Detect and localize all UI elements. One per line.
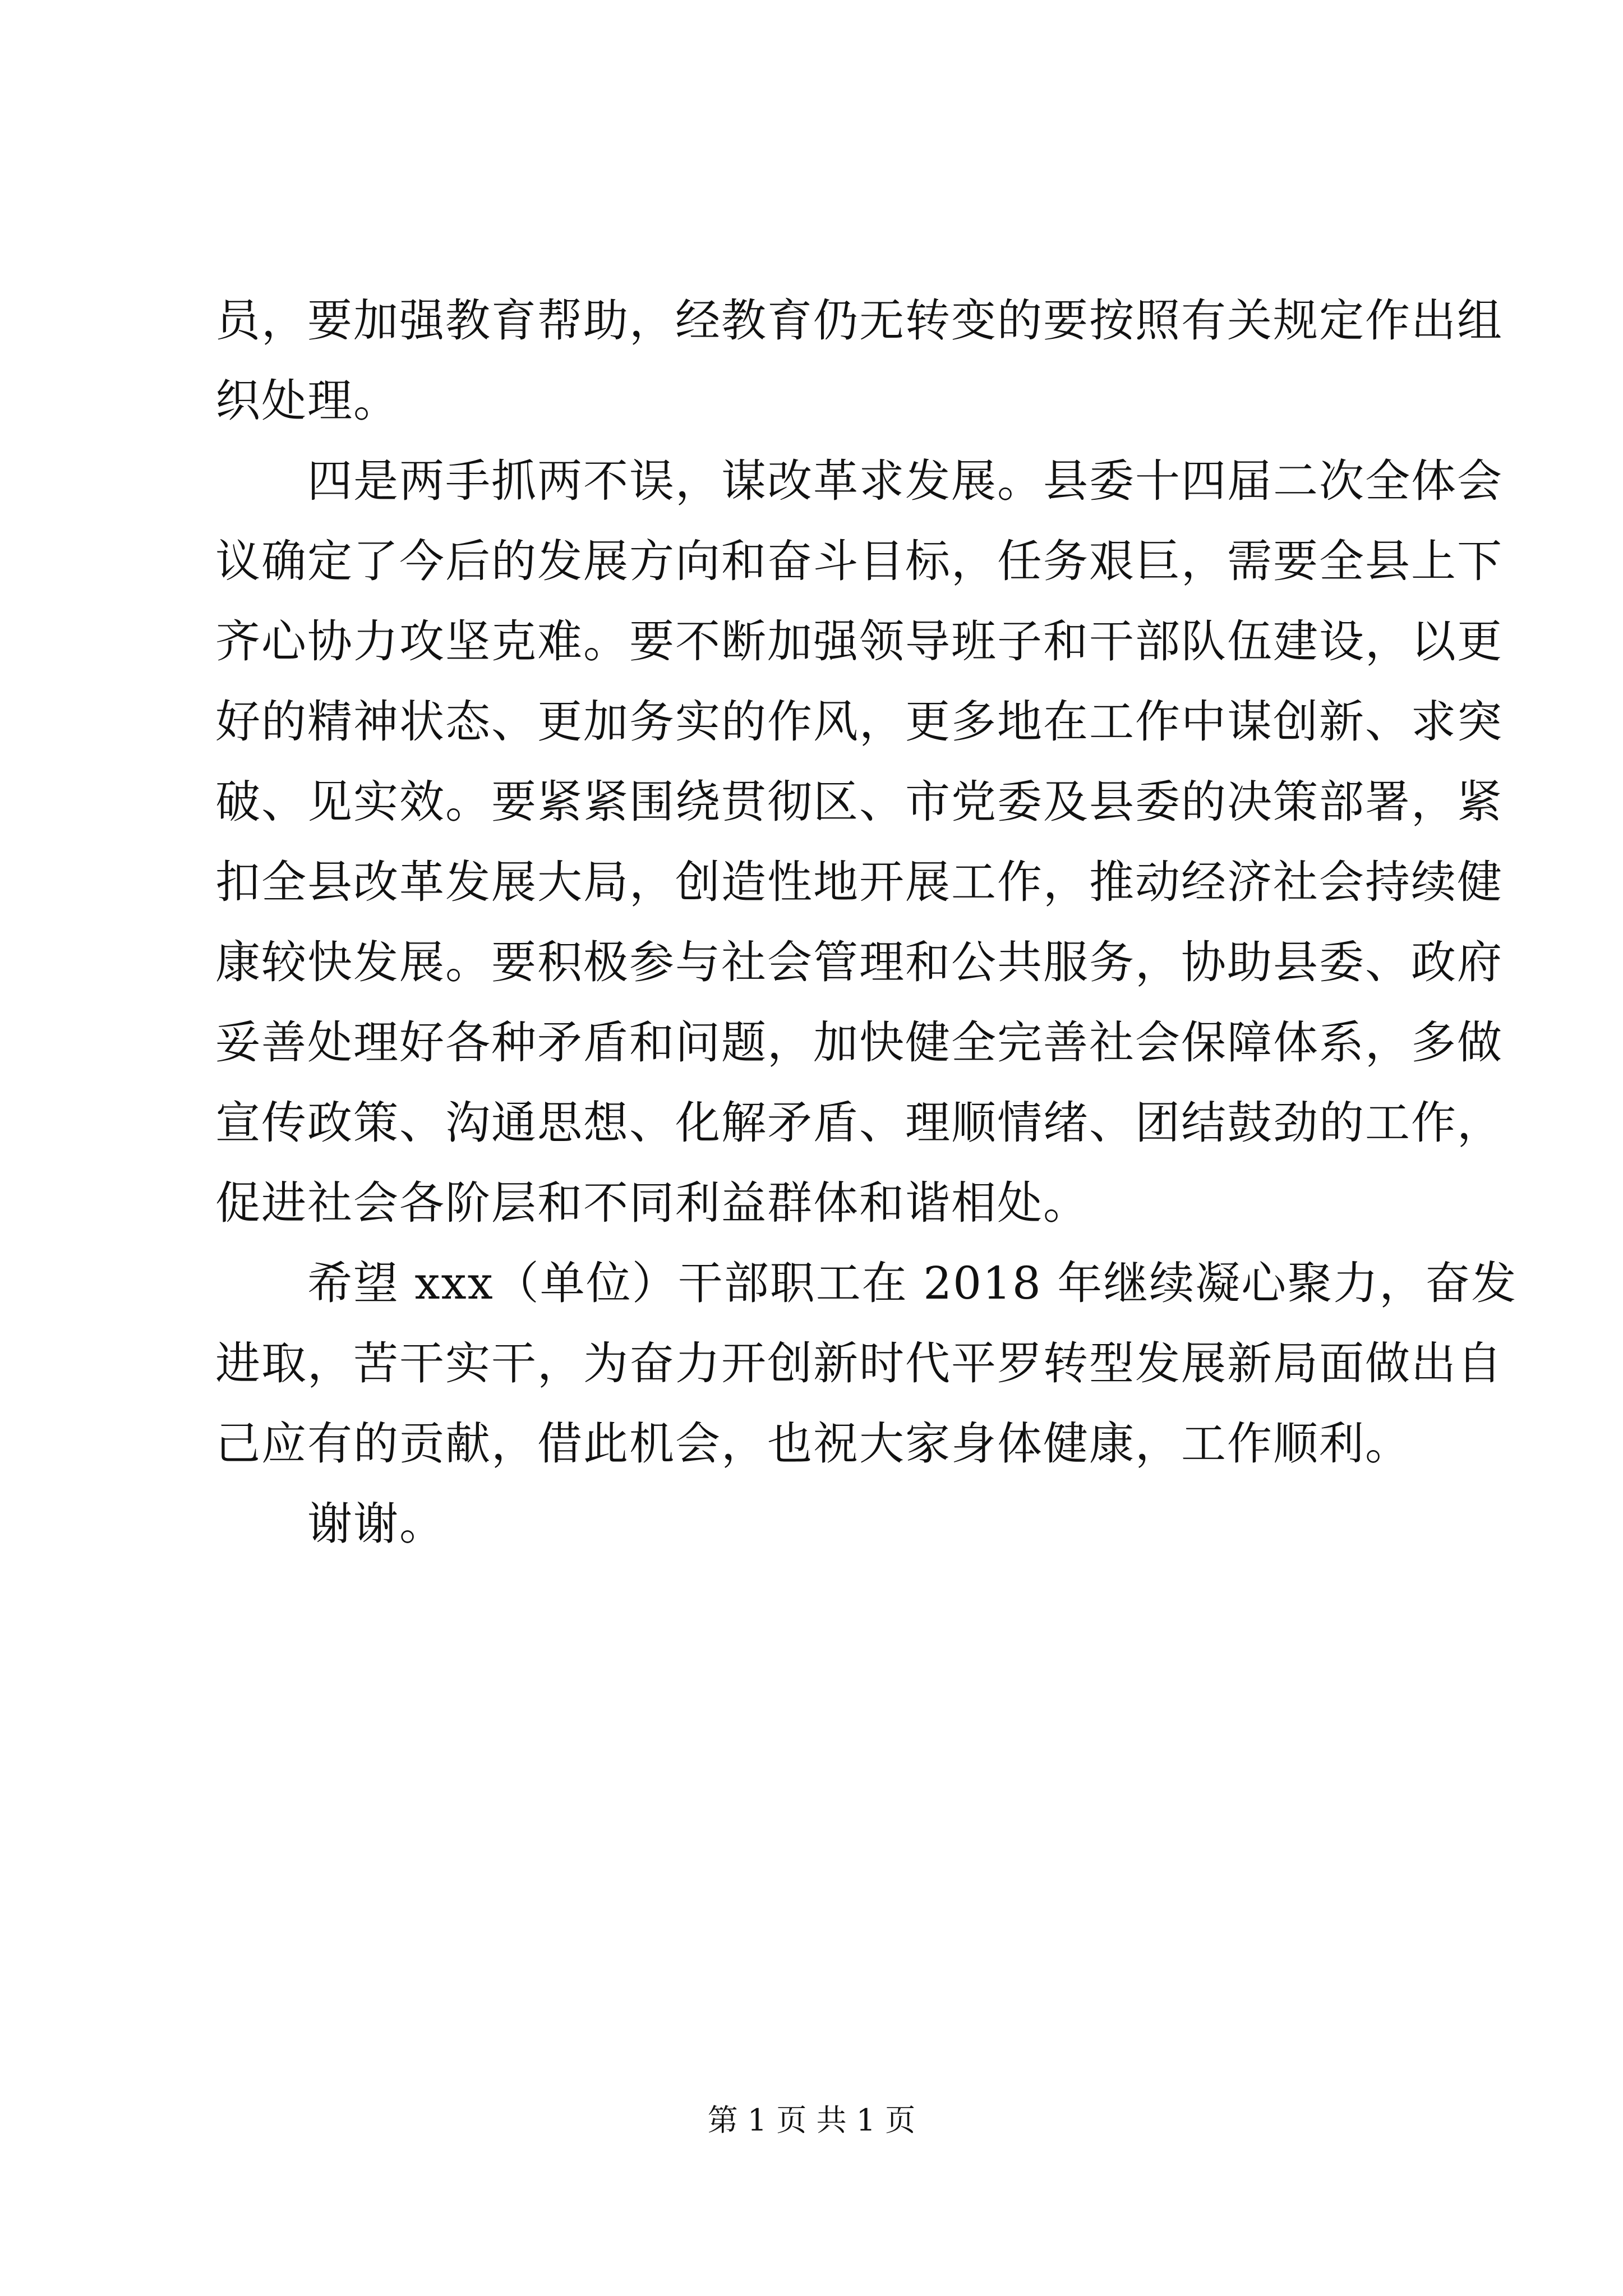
paragraph-line: 好的精神状态、更加务实的作风，更多地在工作中谋创新、求突: [215, 696, 1503, 748]
paragraph-line: 进取，苦干实干，为奋力开创新时代平罗转型发展新局面做出自: [215, 1337, 1503, 1389]
document-body: [215, 280, 1518, 1564]
paragraph-line: 织处理。: [215, 375, 399, 427]
page-number: 第 1 页 共 1 页: [707, 2102, 916, 2138]
paragraph-line: 四是两手抓两不误，谋改革求发展。县委十四届二次全体会: [307, 455, 1503, 507]
paragraph-line: 康较快发展。要积极参与社会管理和公共服务，协助县委、政府: [215, 936, 1503, 988]
paragraph-line: 促进社会各阶层和不同利益群体和谐相处。: [215, 1177, 1089, 1229]
paragraph-line: 扣全县改革发展大局，创造性地开展工作，推动经济社会持续健: [215, 856, 1503, 908]
paragraph-line: 谢谢。: [307, 1498, 445, 1550]
paragraph-line: 员，要加强教育帮助，经教育仍无转变的要按照有关规定作出组: [215, 295, 1503, 347]
paragraph-line: 希望 xxx（单位）干部职工在 2018 年继续凝心聚力，奋发: [307, 1257, 1518, 1309]
paragraph-line: 宣传政策、沟通思想、化解矛盾、理顺情绪、团结鼓劲的工作，: [215, 1097, 1503, 1149]
paragraph-line: 破、见实效。要紧紧围绕贯彻区、市党委及县委的决策部署，紧: [215, 776, 1503, 828]
paragraph-line: 妥善处理好各种矛盾和问题，加快健全完善社会保障体系，多做: [215, 1016, 1503, 1069]
paragraph-line: 己应有的贡献，借此机会，也祝大家身体健康，工作顺利。: [215, 1418, 1411, 1470]
paragraph-line: 齐心协力攻坚克难。要不断加强领导班子和干部队伍建设，以更: [215, 615, 1503, 668]
paragraph-line: 议确定了今后的发展方向和奋斗目标，任务艰巨，需要全县上下: [215, 535, 1503, 587]
